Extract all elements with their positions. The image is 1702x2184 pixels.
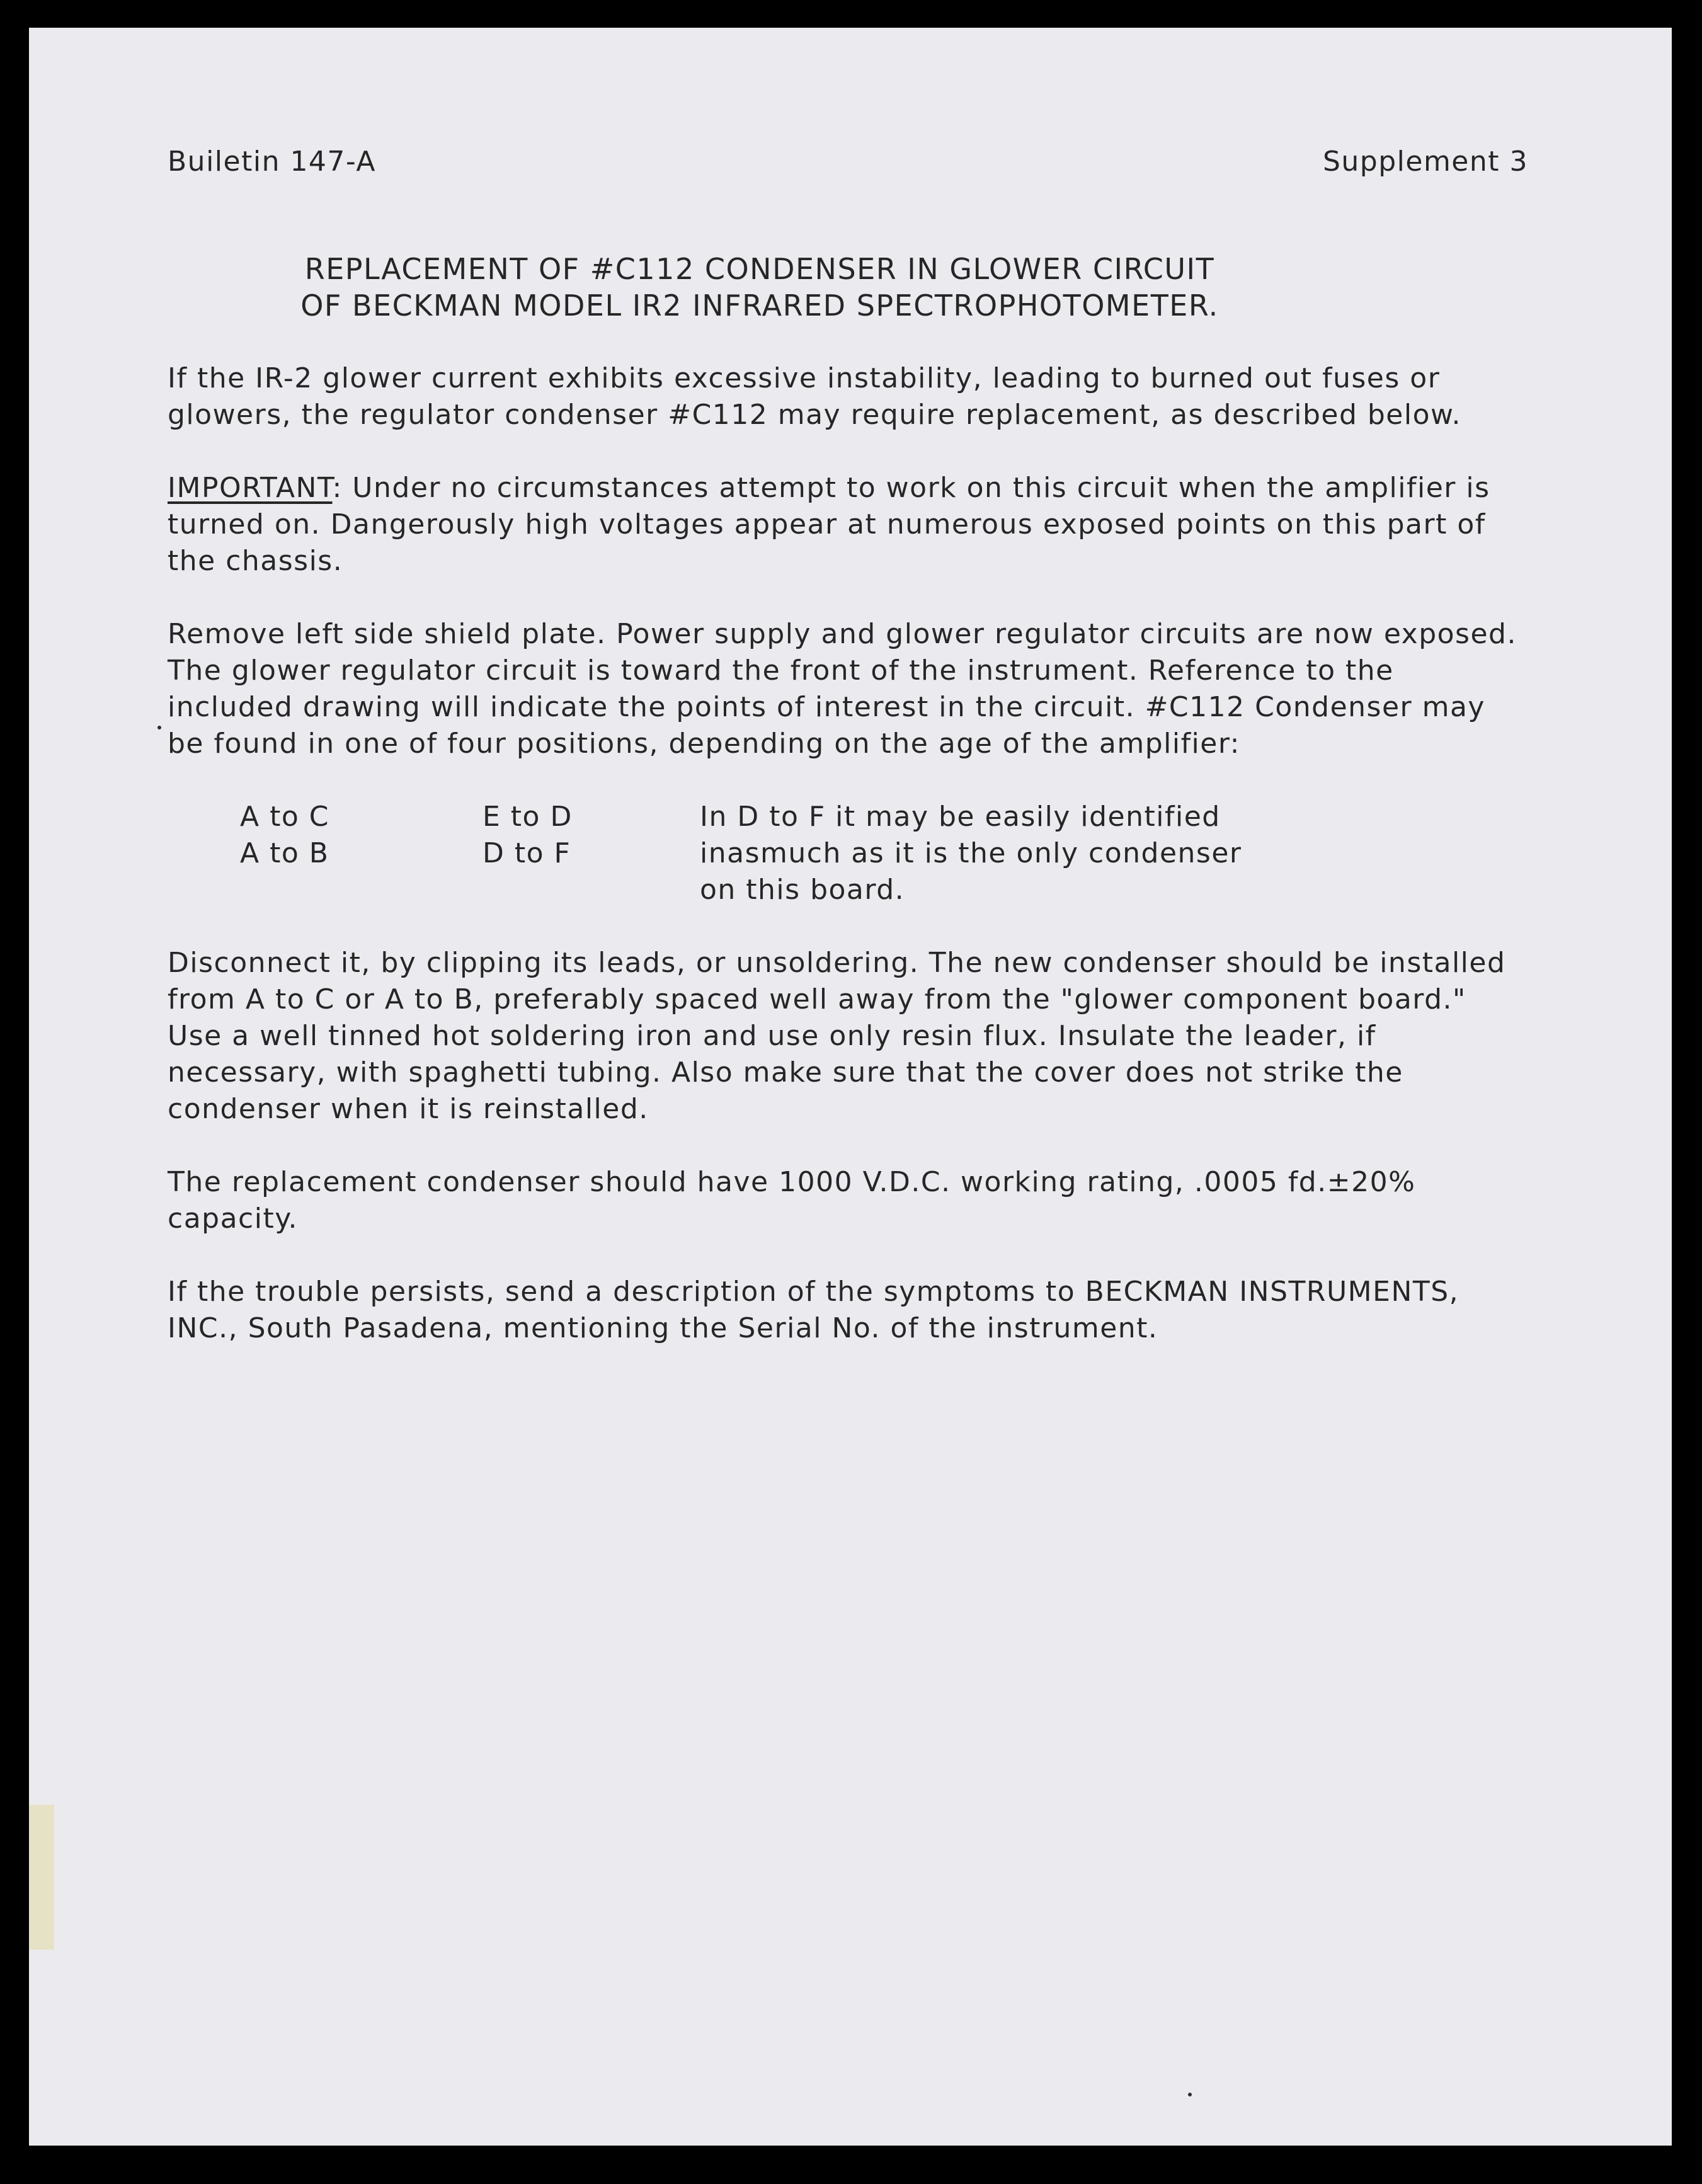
stray-mark (157, 726, 161, 729)
disconnect-paragraph: Disconnect it, by clipping its leads, or unsoldering. The new condenser should be installed from A to C or A to B, preferably spaced well away from the "glower component board." Use a well tinned hot soldering iron and use only resin flux. Insulate the leader, if necessary, with spaghetti tubing. Also make sure that the cover does not strike the condenser when it is reinstalled. (168, 947, 1506, 1125)
page-header (168, 144, 1528, 180)
tape-residue (29, 1805, 54, 1950)
trouble-paragraph: If the trouble persists, send a description of the symptoms to BECKMAN INSTRUMENTS, INC., South Pasadena, mentioning the Serial No. of the instrument. (168, 1276, 1459, 1344)
title-line-1: REPLACEMENT OF #C112 CONDENSER IN GLOWER CIRCUIT (304, 252, 1215, 286)
position-e-to-d: E to D (483, 801, 573, 833)
condenser-positions (168, 799, 1528, 908)
important-label: IMPORTANT (168, 472, 333, 504)
supplement-number: Supplement 3 (1322, 146, 1528, 178)
position-note-line: on this board. (700, 874, 905, 906)
important-paragraph (168, 470, 1528, 580)
title-line-2: OF BECKMAN MODEL IR2 INFRARED SPECTROPHOTOMETER. (300, 289, 1219, 323)
position-a-to-c: A to C (240, 801, 329, 833)
position-note-line: In D to F it may be easily identified (700, 801, 1221, 833)
position-note-line: inasmuch as it is the only condenser (700, 837, 1242, 869)
bulletin-number: Builetin 147-A (168, 146, 376, 178)
document-body (168, 144, 1528, 1347)
stray-mark (1188, 2093, 1192, 2096)
position-d-to-f: D to F (483, 837, 571, 869)
important-text: : Under no circumstances attempt to work on this circuit when the amplifier is turned on. Dangerously high voltages appear at numerous exposed points on this part of the chassis. (168, 472, 1490, 577)
remove-shield-paragraph: Remove left side shield plate. Power supply and glower regulator circuits are now exposed. The glower regulator circuit is toward the front of the instrument. Reference to the included drawing will indicate the points of interest in the circuit. #C112 Condenser may be found in one of four positions, depending on the age of the amplifier: (168, 618, 1517, 760)
position-a-to-b: A to B (240, 837, 329, 869)
intro-paragraph: If the IR-2 glower current exhibits excessive instability, leading to burned out fuses or glowers, the regulator condenser #C112 may require replacement, as described below. (168, 362, 1461, 431)
replacement-rating-paragraph: The replacement condenser should have 1000 V.D.C. working rating, .0005 fd.±20% capacity. (168, 1166, 1416, 1235)
document-title (168, 251, 1352, 324)
